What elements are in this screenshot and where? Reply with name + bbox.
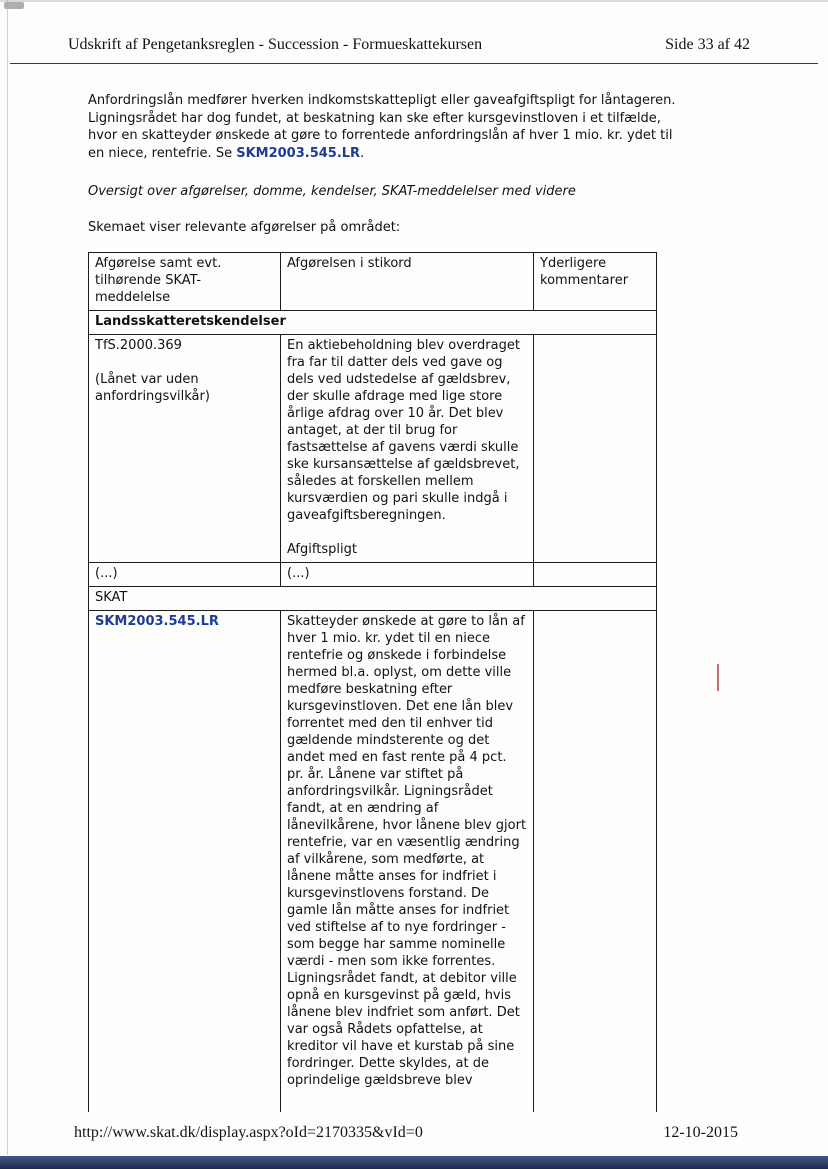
section-label-skat: SKAT xyxy=(89,587,657,611)
overview-line: Oversigt over afgørelser, domme, kendelser, SKAT-meddelelser med videre xyxy=(88,184,576,199)
section-row-landsskatteretskendelser xyxy=(89,311,657,335)
tfs-ref: TfS.2000.369 xyxy=(95,338,182,353)
intro-paragraph xyxy=(88,92,690,162)
tfs-summary-cell xyxy=(281,335,534,563)
column-header-comments: Yderligere kommentarer xyxy=(534,253,657,311)
tfs-ref-note: (Lånet var uden anfordringsvilkår) xyxy=(95,372,210,404)
ellipsis-comments-cell-empty xyxy=(534,563,657,587)
column-header-keywords: Afgørelsen i stikord xyxy=(281,253,534,311)
skm-comments-cell-empty xyxy=(534,611,657,1113)
skm-ref-link[interactable]: SKM2003.545.LR xyxy=(95,614,219,629)
tfs-summary: En aktiebeholdning blev overdraget fra far til datter dels ved gave og dels ved udstedelse af gældsbrev, der skulle afdrage med lige store årlige afdrag over 10 år. Det blev antaget, at der til brug for fastsættelse af gavens værdi skulle ske kursansættelse af gældsbrevet, således at forskellen mellem kursværdien og pari skulle indgå i gaveafgiftsberegningen. xyxy=(287,338,520,523)
page-number: Side 33 af 42 xyxy=(665,36,750,53)
table-row-ellipsis xyxy=(89,563,657,587)
page-header xyxy=(0,0,828,54)
document-title: Udskrift af Pengetanksreglen - Succession - Formueskattekursen xyxy=(68,36,483,53)
ellipsis-summary-cell: (...) xyxy=(281,563,534,587)
table-header-row xyxy=(89,253,657,311)
document-content xyxy=(0,64,828,1112)
skm-summary: Skatteyder ønskede at gøre to lån af hver 1 mio. kr. ydet til en niece rentefrie og ønskede i forbindelse hermed bl.a. oplyst, om dette ville medføre beskatning efter kursgevinstloven. Det ene lån blev forrentet med den til enhver tid gældende mindsterente og det andet med en fast rente på 4 pct. pr. år. Lånene var stiftet på anfordringsvilkår. Ligningsrådet fandt, at en ændring af lånevilkårene, hvor lånene blev gjort rentefrie, var en væsentlig ændring af vilkårene, som medførte, at lånene måtte anses for indfriet i kursgevinstlovens forstand. De gamle lån måtte anses for indfriet ved stiftelse af to nye fordringer - som begge har samme nominelle værdi - men som ikke forrentes. Ligningsrådet fandt, at debitor ville opnå en kursgevinst på gæld, hvis lånene blev indfriet som anført. Det var også Rådets opfattelse, at kreditor vil have et kurstab på sine fordringer. Dette skyldes, at de oprindelige gældsbreve blev xyxy=(287,614,527,1088)
ellipsis-ref-cell: (...) xyxy=(89,563,281,587)
footer-url: http://www.skat.dk/display.aspx?oId=2170335&vId=0 xyxy=(74,1124,423,1141)
table-lead-line: Skemaet viser relevante afgørelser på området: xyxy=(88,219,401,235)
table-row-tfs-2000-369 xyxy=(89,335,657,563)
skm-summary-cell xyxy=(281,611,534,1113)
rulings-table xyxy=(88,252,657,1112)
column-header-ruling: Afgørelse samt evt. tilhørende SKAT-meddelelse xyxy=(89,253,281,311)
page-footer xyxy=(0,1124,828,1142)
table-row-skm-2003-545 xyxy=(89,611,657,1113)
tfs-tag: Afgiftspligt xyxy=(287,542,357,557)
tfs-ref-cell xyxy=(89,335,281,563)
intro-text-end: . xyxy=(360,145,365,161)
red-mark-artifact xyxy=(717,664,719,691)
scan-top-edge-artifact xyxy=(0,0,828,2)
section-label-landsskatteretskendelser: Landsskatteretskendelser xyxy=(89,311,657,335)
skm-inline-link[interactable]: SKM2003.545.LR xyxy=(236,145,361,161)
scan-left-line-artifact xyxy=(7,0,8,1155)
section-row-skat xyxy=(89,587,657,611)
footer-date: 12-10-2015 xyxy=(663,1124,738,1141)
tfs-comments-cell-empty xyxy=(534,335,657,563)
skm-ref-cell xyxy=(89,611,281,1113)
intro-text: Anfordringslån medfører hverken indkomstskattepligt eller gaveafgiftspligt for låntageren. Ligningsrådet har dog fundet, at beskatning kan ske efter kursgevinstloven i et tilfælde, hvor en skatteyder ønskede at gøre to forrentede anfordringslån af hver 1 mio. kr. ydet til en niece, rentefrie. Se xyxy=(88,93,676,161)
scan-bottom-bar xyxy=(0,1156,828,1169)
